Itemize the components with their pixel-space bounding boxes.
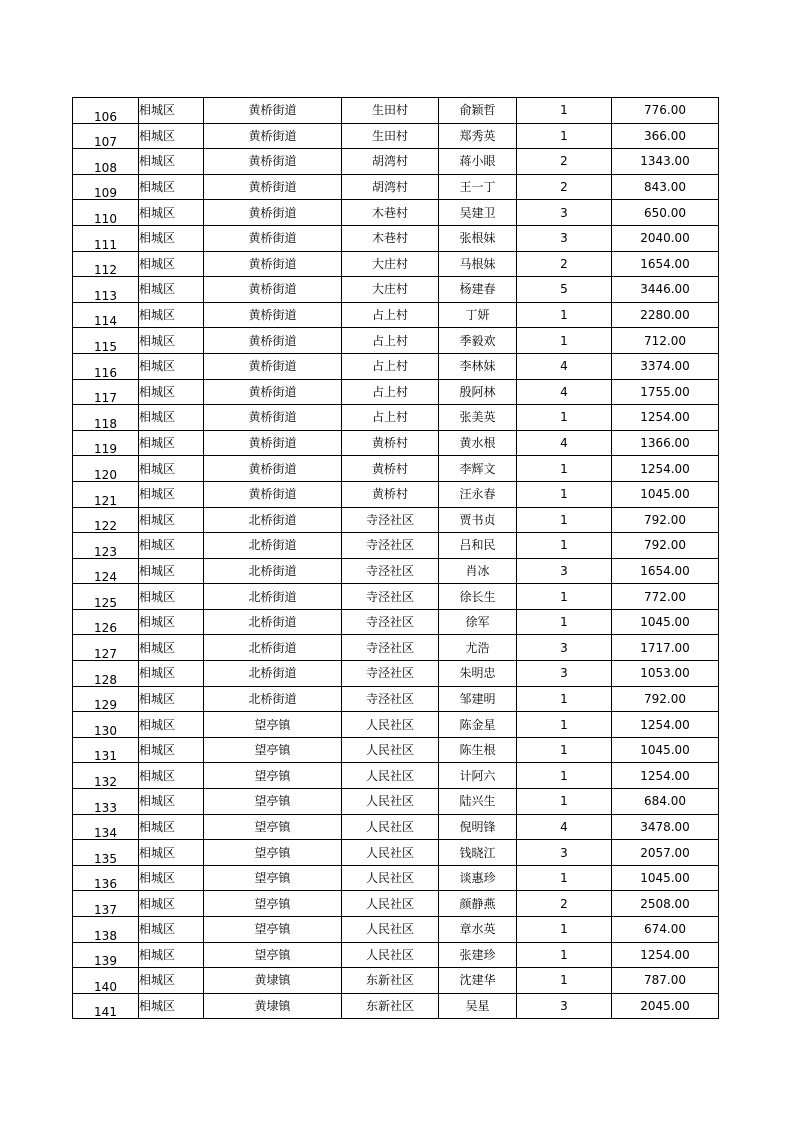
name-cell: 倪明锋 [439,814,517,840]
count-cell: 4 [517,353,612,379]
table-row [73,430,719,456]
table-row [73,840,719,866]
table-row [73,763,719,789]
row-number-cell: 114 [73,302,139,328]
count-cell: 4 [517,430,612,456]
village-cell: 胡湾村 [342,149,439,175]
street-cell: 黄埭镇 [204,993,342,1019]
street-cell: 北桥街道 [204,661,342,687]
village-cell: 人民社区 [342,942,439,968]
amount-cell: 1755.00 [612,379,719,405]
village-cell: 人民社区 [342,814,439,840]
street-cell: 北桥街道 [204,558,342,584]
street-cell: 望亭镇 [204,763,342,789]
row-number-cell: 124 [73,558,139,584]
amount-cell: 1045.00 [612,865,719,891]
amount-cell: 792.00 [612,686,719,712]
table-row [73,558,719,584]
row-number-cell: 122 [73,507,139,533]
row-number-cell: 110 [73,200,139,226]
row-number-cell: 117 [73,379,139,405]
village-cell: 东新社区 [342,993,439,1019]
street-cell: 北桥街道 [204,609,342,635]
village-cell: 胡湾村 [342,174,439,200]
count-cell: 1 [517,405,612,431]
village-cell: 生田村 [342,98,439,124]
table-row [73,942,719,968]
table-row [73,251,719,277]
district-cell: 相城区 [139,609,204,635]
name-cell: 马根妹 [439,251,517,277]
street-cell: 北桥街道 [204,584,342,610]
village-cell: 人民社区 [342,737,439,763]
street-cell: 北桥街道 [204,533,342,559]
count-cell: 1 [517,123,612,149]
amount-cell: 712.00 [612,328,719,354]
name-cell: 殷阿林 [439,379,517,405]
row-number-cell: 112 [73,251,139,277]
amount-cell: 1366.00 [612,430,719,456]
street-cell: 黄桥街道 [204,379,342,405]
name-cell: 郑秀英 [439,123,517,149]
count-cell: 1 [517,712,612,738]
street-cell: 黄桥街道 [204,200,342,226]
district-cell: 相城区 [139,481,204,507]
street-cell: 北桥街道 [204,507,342,533]
table-row [73,917,719,943]
village-cell: 人民社区 [342,840,439,866]
row-number-cell: 106 [73,98,139,124]
count-cell: 1 [517,584,612,610]
amount-cell: 1343.00 [612,149,719,175]
roster-body [73,98,719,1019]
amount-cell: 650.00 [612,200,719,226]
row-number-cell: 121 [73,481,139,507]
village-cell: 寺泾社区 [342,609,439,635]
table-row [73,789,719,815]
name-cell: 朱明忠 [439,661,517,687]
name-cell: 杨建春 [439,277,517,303]
table-row [73,865,719,891]
village-cell: 寺泾社区 [342,661,439,687]
street-cell: 黄埭镇 [204,968,342,994]
count-cell: 2 [517,149,612,175]
count-cell: 1 [517,456,612,482]
table-row [73,661,719,687]
count-cell: 1 [517,98,612,124]
amount-cell: 1654.00 [612,558,719,584]
name-cell: 肖冰 [439,558,517,584]
amount-cell: 1717.00 [612,635,719,661]
name-cell: 丁妍 [439,302,517,328]
district-cell: 相城区 [139,98,204,124]
name-cell: 俞颖哲 [439,98,517,124]
village-cell: 寺泾社区 [342,584,439,610]
table-row [73,225,719,251]
table-row [73,379,719,405]
village-cell: 寺泾社区 [342,533,439,559]
name-cell: 李林妹 [439,353,517,379]
row-number-cell: 129 [73,686,139,712]
village-cell: 寺泾社区 [342,558,439,584]
row-number-cell: 123 [73,533,139,559]
table-row [73,814,719,840]
district-cell: 相城区 [139,149,204,175]
count-cell: 1 [517,328,612,354]
district-cell: 相城区 [139,865,204,891]
district-cell: 相城区 [139,763,204,789]
district-cell: 相城区 [139,942,204,968]
table-row [73,686,719,712]
count-cell: 3 [517,840,612,866]
table-row [73,891,719,917]
row-number-cell: 113 [73,277,139,303]
amount-cell: 776.00 [612,98,719,124]
table-row [73,533,719,559]
street-cell: 黄桥街道 [204,302,342,328]
count-cell: 3 [517,225,612,251]
village-cell: 人民社区 [342,789,439,815]
village-cell: 木巷村 [342,200,439,226]
row-number-cell: 139 [73,942,139,968]
table-row [73,584,719,610]
count-cell: 1 [517,533,612,559]
amount-cell: 3478.00 [612,814,719,840]
amount-cell: 1254.00 [612,942,719,968]
row-number-cell: 137 [73,891,139,917]
street-cell: 望亭镇 [204,917,342,943]
street-cell: 黄桥街道 [204,328,342,354]
count-cell: 2 [517,891,612,917]
name-cell: 张根妹 [439,225,517,251]
row-number-cell: 125 [73,584,139,610]
street-cell: 北桥街道 [204,686,342,712]
village-cell: 黄桥村 [342,481,439,507]
village-cell: 人民社区 [342,891,439,917]
amount-cell: 2040.00 [612,225,719,251]
village-cell: 人民社区 [342,917,439,943]
district-cell: 相城区 [139,686,204,712]
name-cell: 吴星 [439,993,517,1019]
table-row [73,609,719,635]
count-cell: 1 [517,917,612,943]
row-number-cell: 133 [73,789,139,815]
row-number-cell: 140 [73,968,139,994]
table-row [73,302,719,328]
count-cell: 5 [517,277,612,303]
amount-cell: 792.00 [612,533,719,559]
amount-cell: 1254.00 [612,763,719,789]
name-cell: 陈金星 [439,712,517,738]
district-cell: 相城区 [139,891,204,917]
amount-cell: 772.00 [612,584,719,610]
street-cell: 望亭镇 [204,712,342,738]
row-number-cell: 108 [73,149,139,175]
street-cell: 望亭镇 [204,942,342,968]
street-cell: 望亭镇 [204,814,342,840]
district-cell: 相城区 [139,353,204,379]
row-number-cell: 111 [73,225,139,251]
count-cell: 1 [517,481,612,507]
row-number-cell: 141 [73,993,139,1019]
village-cell: 占上村 [342,328,439,354]
district-cell: 相城区 [139,968,204,994]
row-number-cell: 126 [73,609,139,635]
district-cell: 相城区 [139,993,204,1019]
street-cell: 黄桥街道 [204,481,342,507]
count-cell: 1 [517,789,612,815]
row-number-cell: 118 [73,405,139,431]
count-cell: 1 [517,507,612,533]
row-number-cell: 135 [73,840,139,866]
name-cell: 张建珍 [439,942,517,968]
table-row [73,277,719,303]
street-cell: 黄桥街道 [204,277,342,303]
amount-cell: 1045.00 [612,609,719,635]
table-row [73,353,719,379]
street-cell: 黄桥街道 [204,98,342,124]
name-cell: 谈惠珍 [439,865,517,891]
district-cell: 相城区 [139,328,204,354]
count-cell: 4 [517,814,612,840]
street-cell: 望亭镇 [204,789,342,815]
village-cell: 黄桥村 [342,456,439,482]
table-row [73,405,719,431]
count-cell: 1 [517,686,612,712]
count-cell: 2 [517,251,612,277]
village-cell: 大庄村 [342,251,439,277]
row-number-cell: 132 [73,763,139,789]
district-cell: 相城区 [139,251,204,277]
name-cell: 沈建华 [439,968,517,994]
village-cell: 占上村 [342,405,439,431]
name-cell: 汪永春 [439,481,517,507]
district-cell: 相城区 [139,712,204,738]
street-cell: 黄桥街道 [204,149,342,175]
street-cell: 黄桥街道 [204,174,342,200]
count-cell: 2 [517,174,612,200]
street-cell: 黄桥街道 [204,123,342,149]
village-cell: 木巷村 [342,225,439,251]
district-cell: 相城区 [139,430,204,456]
row-number-cell: 134 [73,814,139,840]
district-cell: 相城区 [139,277,204,303]
row-number-cell: 109 [73,174,139,200]
table-row [73,174,719,200]
name-cell: 王一丁 [439,174,517,200]
village-cell: 人民社区 [342,763,439,789]
district-cell: 相城区 [139,558,204,584]
name-cell: 李辉文 [439,456,517,482]
amount-cell: 792.00 [612,507,719,533]
table-row [73,328,719,354]
district-cell: 相城区 [139,917,204,943]
village-cell: 大庄村 [342,277,439,303]
street-cell: 望亭镇 [204,737,342,763]
village-cell: 占上村 [342,302,439,328]
count-cell: 3 [517,635,612,661]
table-row [73,712,719,738]
table-row [73,507,719,533]
row-number-cell: 136 [73,865,139,891]
name-cell: 陈生根 [439,737,517,763]
table-row [73,635,719,661]
name-cell: 章水英 [439,917,517,943]
street-cell: 望亭镇 [204,840,342,866]
district-cell: 相城区 [139,456,204,482]
district-cell: 相城区 [139,789,204,815]
village-cell: 占上村 [342,379,439,405]
table-row [73,993,719,1019]
count-cell: 3 [517,200,612,226]
name-cell: 邹建明 [439,686,517,712]
village-cell: 人民社区 [342,712,439,738]
count-cell: 1 [517,942,612,968]
amount-cell: 1045.00 [612,481,719,507]
row-number-cell: 116 [73,353,139,379]
village-cell: 寺泾社区 [342,686,439,712]
village-cell: 占上村 [342,353,439,379]
count-cell: 1 [517,968,612,994]
name-cell: 蒋小眼 [439,149,517,175]
street-cell: 黄桥街道 [204,353,342,379]
street-cell: 望亭镇 [204,891,342,917]
district-cell: 相城区 [139,302,204,328]
name-cell: 贾书贞 [439,507,517,533]
table-row [73,968,719,994]
row-number-cell: 138 [73,917,139,943]
row-number-cell: 107 [73,123,139,149]
district-cell: 相城区 [139,814,204,840]
district-cell: 相城区 [139,661,204,687]
name-cell: 黄水根 [439,430,517,456]
amount-cell: 2508.00 [612,891,719,917]
table-row [73,149,719,175]
row-number-cell: 130 [73,712,139,738]
street-cell: 北桥街道 [204,635,342,661]
street-cell: 黄桥街道 [204,225,342,251]
amount-cell: 1254.00 [612,405,719,431]
name-cell: 颜静燕 [439,891,517,917]
count-cell: 3 [517,993,612,1019]
count-cell: 1 [517,763,612,789]
amount-cell: 1654.00 [612,251,719,277]
count-cell: 1 [517,865,612,891]
district-cell: 相城区 [139,174,204,200]
village-cell: 东新社区 [342,968,439,994]
district-cell: 相城区 [139,200,204,226]
village-cell: 生田村 [342,123,439,149]
amount-cell: 684.00 [612,789,719,815]
village-cell: 寺泾社区 [342,507,439,533]
name-cell: 张美英 [439,405,517,431]
row-number-cell: 115 [73,328,139,354]
amount-cell: 1045.00 [612,737,719,763]
amount-cell: 2280.00 [612,302,719,328]
street-cell: 黄桥街道 [204,430,342,456]
district-cell: 相城区 [139,507,204,533]
name-cell: 吕和民 [439,533,517,559]
street-cell: 望亭镇 [204,865,342,891]
name-cell: 吴建卫 [439,200,517,226]
district-cell: 相城区 [139,533,204,559]
district-cell: 相城区 [139,635,204,661]
row-number-cell: 120 [73,456,139,482]
amount-cell: 3374.00 [612,353,719,379]
table-row [73,456,719,482]
amount-cell: 3446.00 [612,277,719,303]
amount-cell: 843.00 [612,174,719,200]
name-cell: 季毅欢 [439,328,517,354]
amount-cell: 674.00 [612,917,719,943]
row-number-cell: 128 [73,661,139,687]
count-cell: 1 [517,737,612,763]
village-cell: 人民社区 [342,865,439,891]
row-number-cell: 119 [73,430,139,456]
amount-cell: 1254.00 [612,712,719,738]
amount-cell: 1254.00 [612,456,719,482]
name-cell: 钱晓江 [439,840,517,866]
count-cell: 1 [517,609,612,635]
district-cell: 相城区 [139,379,204,405]
name-cell: 尤浩 [439,635,517,661]
amount-cell: 787.00 [612,968,719,994]
table-row [73,123,719,149]
district-cell: 相城区 [139,840,204,866]
row-number-cell: 131 [73,737,139,763]
table-row [73,200,719,226]
district-cell: 相城区 [139,584,204,610]
table-row [73,98,719,124]
district-cell: 相城区 [139,405,204,431]
amount-cell: 2045.00 [612,993,719,1019]
amount-cell: 1053.00 [612,661,719,687]
street-cell: 黄桥街道 [204,405,342,431]
name-cell: 徐长生 [439,584,517,610]
street-cell: 黄桥街道 [204,456,342,482]
count-cell: 4 [517,379,612,405]
roster-table [72,97,719,1019]
amount-cell: 366.00 [612,123,719,149]
name-cell: 计阿六 [439,763,517,789]
village-cell: 寺泾社区 [342,635,439,661]
table-row [73,481,719,507]
village-cell: 黄桥村 [342,430,439,456]
count-cell: 3 [517,558,612,584]
district-cell: 相城区 [139,737,204,763]
amount-cell: 2057.00 [612,840,719,866]
district-cell: 相城区 [139,225,204,251]
count-cell: 1 [517,302,612,328]
row-number-cell: 127 [73,635,139,661]
name-cell: 陆兴生 [439,789,517,815]
name-cell: 徐军 [439,609,517,635]
street-cell: 黄桥街道 [204,251,342,277]
count-cell: 3 [517,661,612,687]
district-cell: 相城区 [139,123,204,149]
table-row [73,737,719,763]
